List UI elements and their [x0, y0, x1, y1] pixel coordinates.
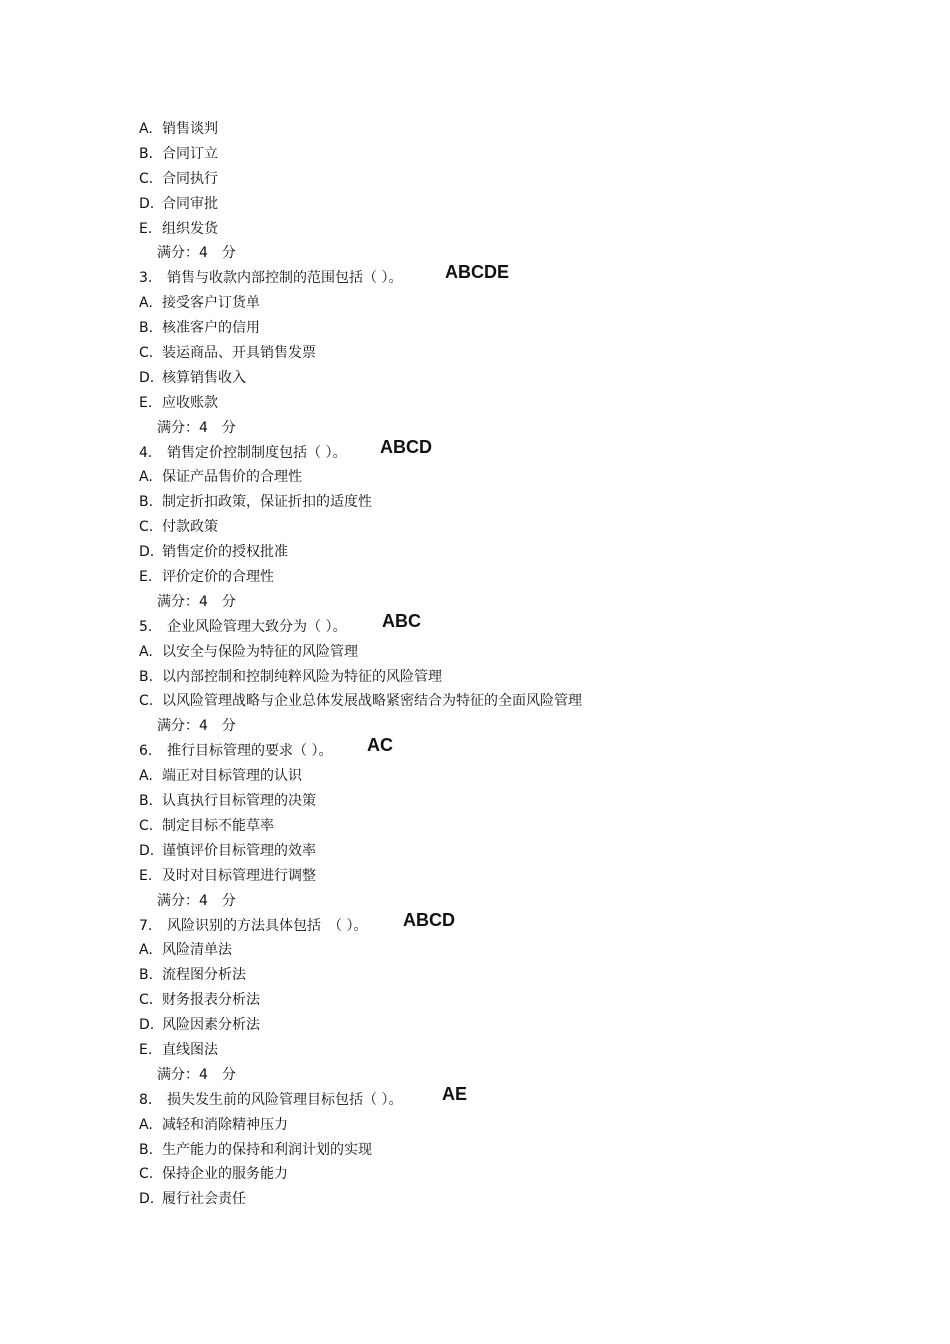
option-text: 谨慎评价目标管理的效率 [162, 842, 316, 859]
option-letter: B. [139, 145, 154, 162]
question-number: 6. [139, 743, 153, 760]
option-letter: D. [139, 1191, 155, 1208]
option-line [139, 515, 839, 540]
question-text: 销售与收款内部控制的范围包括（ ）。 [167, 270, 403, 287]
answer-key: AE [442, 1083, 468, 1104]
document-page [139, 117, 839, 1212]
option-letter: B. [139, 793, 154, 810]
option-letter: B. [139, 494, 154, 511]
answer-key: ABCD [403, 909, 455, 930]
option-letter: D. [139, 369, 155, 386]
option-text: 保持企业的服务能力 [162, 1166, 288, 1183]
score-line: 满分：4 分 [157, 419, 236, 436]
option-text: 以安全与保险为特征的风险管理 [162, 643, 358, 660]
option-line [139, 764, 839, 789]
option-text: 评价定价的合理性 [162, 569, 274, 586]
question-text: 风险识别的方法具体包括 （ ）。 [167, 917, 368, 934]
option-letter: E. [139, 220, 153, 237]
option-line [139, 963, 839, 988]
option-line [139, 665, 839, 690]
option-line [139, 789, 839, 814]
option-letter: B. [139, 320, 154, 337]
option-text: 流程图分析法 [162, 967, 246, 984]
question-line [139, 909, 839, 939]
option-text: 履行社会责任 [162, 1191, 246, 1208]
option-text: 接受客户订货单 [162, 295, 260, 312]
question-number: 7. [139, 917, 153, 934]
option-text: 端正对目标管理的认识 [162, 768, 302, 785]
option-text: 应收账款 [162, 394, 218, 411]
option-line [139, 167, 839, 192]
option-letter: C. [139, 992, 154, 1009]
option-text: 风险清单法 [162, 942, 232, 959]
option-letter: D. [139, 544, 155, 561]
option-letter: A. [139, 469, 153, 486]
option-line [139, 217, 839, 242]
option-text: 合同订立 [162, 145, 218, 162]
option-letter: E. [139, 1041, 153, 1058]
option-letter: C. [139, 1166, 154, 1183]
option-text: 生产能力的保持和利润计划的实现 [162, 1141, 372, 1158]
question-text: 损失发生前的风险管理目标包括（ ）。 [167, 1091, 403, 1108]
option-letter: D. [139, 195, 155, 212]
question-line [139, 1083, 839, 1113]
option-line [139, 391, 839, 416]
option-line [139, 490, 839, 515]
option-text: 组织发货 [162, 220, 218, 237]
option-text: 以风险管理战略与企业总体发展战略紧密结合为特征的全面风险管理 [162, 693, 582, 710]
option-letter: B. [139, 668, 154, 685]
question-line [139, 735, 839, 764]
option-text: 核准客户的信用 [162, 320, 260, 337]
option-letter: E. [139, 867, 153, 884]
option-line [139, 1162, 839, 1187]
question-line [139, 262, 839, 291]
option-line [139, 341, 839, 366]
option-line [139, 689, 839, 714]
option-text: 财务报表分析法 [162, 992, 260, 1009]
option-text: 付款政策 [162, 519, 218, 536]
question-number: 8. [139, 1091, 153, 1108]
option-text: 减轻和消除精神压力 [162, 1116, 288, 1133]
option-line [139, 316, 839, 341]
question-text: 推行目标管理的要求（ ）。 [167, 743, 333, 760]
option-text: 合同审批 [162, 195, 218, 212]
question-number: 3. [139, 270, 153, 287]
answer-key: AC [367, 735, 393, 756]
option-line [139, 465, 839, 490]
question-number: 5. [139, 618, 153, 635]
option-line [139, 1113, 839, 1138]
option-text: 保证产品售价的合理性 [162, 469, 302, 486]
option-letter: A. [139, 643, 153, 660]
option-letter: D. [139, 842, 155, 859]
option-letter: C. [139, 693, 154, 710]
option-letter: C. [139, 817, 154, 834]
option-letter: A. [139, 1116, 153, 1133]
option-text: 风险因素分析法 [162, 1017, 260, 1034]
question-number: 4. [139, 444, 153, 461]
option-line [139, 192, 839, 217]
option-letter: A. [139, 121, 153, 137]
option-text: 制定目标不能草率 [162, 817, 274, 834]
option-letter: A. [139, 942, 153, 959]
option-line [139, 814, 839, 839]
score-line: 满分：4 分 [157, 892, 236, 909]
option-text: 装运商品、开具销售发票 [162, 345, 316, 362]
option-letter: C. [139, 170, 154, 187]
option-line [139, 1138, 839, 1163]
option-line [139, 117, 839, 142]
option-line [139, 1013, 839, 1038]
option-text: 销售定价的授权批准 [162, 544, 288, 561]
option-line [139, 938, 839, 963]
option-line [139, 291, 839, 316]
question-text: 销售定价控制制度包括（ ）。 [167, 444, 347, 461]
option-line [139, 565, 839, 590]
option-letter: E. [139, 394, 153, 411]
option-text: 及时对目标管理进行调整 [162, 867, 316, 884]
option-text: 直线图法 [162, 1041, 218, 1058]
option-letter: C. [139, 519, 154, 536]
option-line [139, 640, 839, 665]
score-line: 满分：4 分 [157, 1066, 236, 1083]
score-line: 满分：4 分 [157, 718, 236, 735]
option-letter: D. [139, 1017, 155, 1034]
option-line [139, 839, 839, 864]
option-line [139, 988, 839, 1013]
question-line [139, 610, 839, 640]
option-text: 合同执行 [162, 170, 218, 187]
option-letter: B. [139, 1141, 154, 1158]
question-line [139, 436, 839, 466]
option-line [139, 1038, 839, 1063]
answer-key: ABC [382, 610, 421, 631]
question-text: 企业风险管理大致分为（ ）。 [167, 618, 347, 635]
option-letter: A. [139, 768, 153, 785]
option-text: 制定折扣政策，保证折扣的适度性 [162, 494, 372, 511]
option-text: 核算销售收入 [162, 369, 246, 386]
option-letter: E. [139, 569, 153, 586]
option-letter: C. [139, 345, 154, 362]
option-text: 销售谈判 [162, 121, 218, 137]
option-text: 认真执行目标管理的决策 [162, 793, 316, 810]
option-line [139, 142, 839, 167]
option-text: 以内部控制和控制纯粹风险为特征的风险管理 [162, 668, 442, 685]
option-line [139, 366, 839, 391]
option-line [139, 864, 839, 889]
option-line [139, 1187, 839, 1212]
score-line: 满分：4 分 [157, 245, 236, 262]
answer-key: ABCD [380, 436, 432, 457]
score-line: 满分：4 分 [157, 593, 236, 610]
answer-key: ABCDE [445, 262, 510, 283]
option-letter: B. [139, 967, 154, 984]
option-letter: A. [139, 295, 153, 312]
option-line [139, 540, 839, 565]
